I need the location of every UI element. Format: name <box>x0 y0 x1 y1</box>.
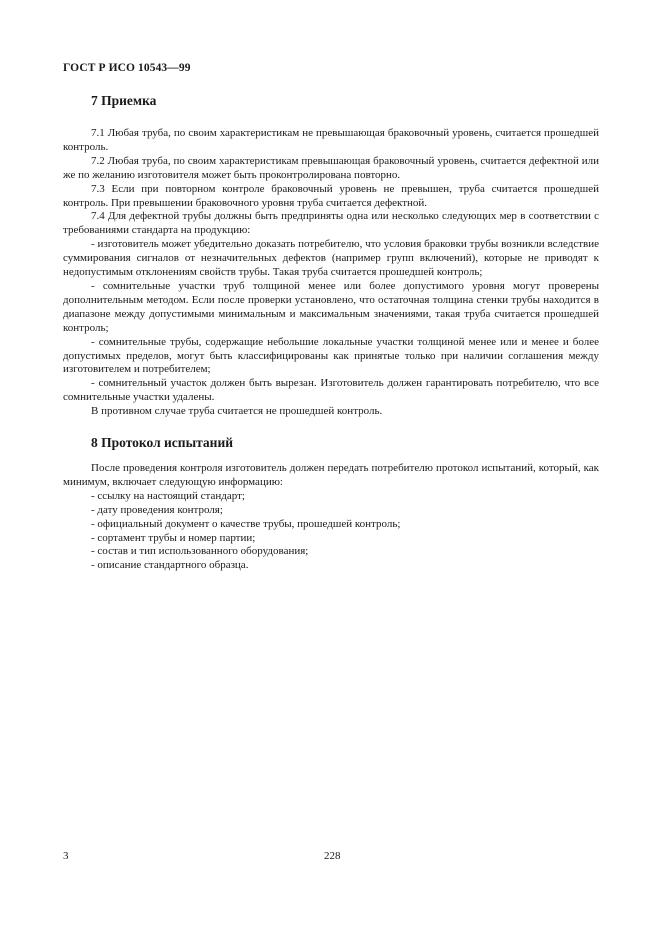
section-8-body <box>63 462 599 573</box>
list-item: - дату проведения контроля; <box>91 503 223 516</box>
paragraph-7-1: 7.1 Любая труба, по своим характеристикам не превышающая браковочный уровень, считается прошедшей контроль. <box>63 127 599 153</box>
list-item: - официальный документ о качестве трубы, прошедшей контроль; <box>91 517 401 530</box>
page-number-local: 3 <box>63 850 69 862</box>
paragraph-8-intro: После проведения контроля изготовитель должен передать потребителю протокол испытаний, который, как минимум, включает следующую информацию: <box>63 462 599 488</box>
section-7-body <box>63 127 599 419</box>
paragraph-7-3: 7.3 Если при повторном контроле браковочный уровень не превышен, труба считается прошедшей контроль. При превышении браковочного уровня труба считается дефектной. <box>63 182 599 209</box>
list-item: - описание стандартного образца. <box>91 559 249 572</box>
list-item: - состав и тип использованного оборудования; <box>91 545 309 558</box>
list-item-measure-4: - сомнительный участок должен быть вырезан. Изготовитель должен гарантировать потребителю, что все сомнительные участки удалены. <box>63 377 599 404</box>
list-item-measure-1: - изготовитель может убедительно доказать потребителю, что условия браковки трубы возникли вследствие суммирования сигналов от незначительных дефектов (например групп включений), которые не приводят к недопустимым отклонениям свойств трубы. Такая труба считается прошедшей контроль; <box>63 238 599 279</box>
paragraph-otherwise: В противном случае труба считается не прошедшей контроль. <box>91 405 383 418</box>
paragraph-7-2: 7.2 Любая труба, по своим характеристикам превышающая браковочный уровень, считается дефектной или же по желанию изготовителя может быть проконтролирована повторно. <box>63 154 599 181</box>
list-item-measure-2: - сомнительные участки труб толщиной менее или более допустимого уровня могут проверены дополнительным методом. Если после проверки установлено, что остаточная толщина стенки трубы находится в диапазоне между допустимыми минимальным и максимальным значениями, такая труба считается прошедшей контроль; <box>63 279 599 334</box>
list-item-measure-3: - сомнительные трубы, содержащие небольшие локальные участки толщиной менее или и менее и более допустимых пределов, могут быть классифицированы как принятые только при наличии соглашения между изготовителем и потребителем; <box>63 335 599 376</box>
paragraph-7-4: 7.4 Для дефектной трубы должны быть предприняты одна или несколько следующих мер в соответствии с требованиями стандарта на продукцию: <box>63 210 599 237</box>
section-8-heading: 8 Протокол испытаний <box>91 435 234 450</box>
list-item: - сортамент трубы и номер партии; <box>91 531 256 544</box>
document-code-header: ГОСТ Р ИСО 10543—99 <box>63 62 191 74</box>
section-7-heading: 7 Приемка <box>91 93 157 108</box>
page-number-global: 228 <box>324 850 341 862</box>
list-item: - ссылку на настоящий стандарт; <box>91 489 245 502</box>
